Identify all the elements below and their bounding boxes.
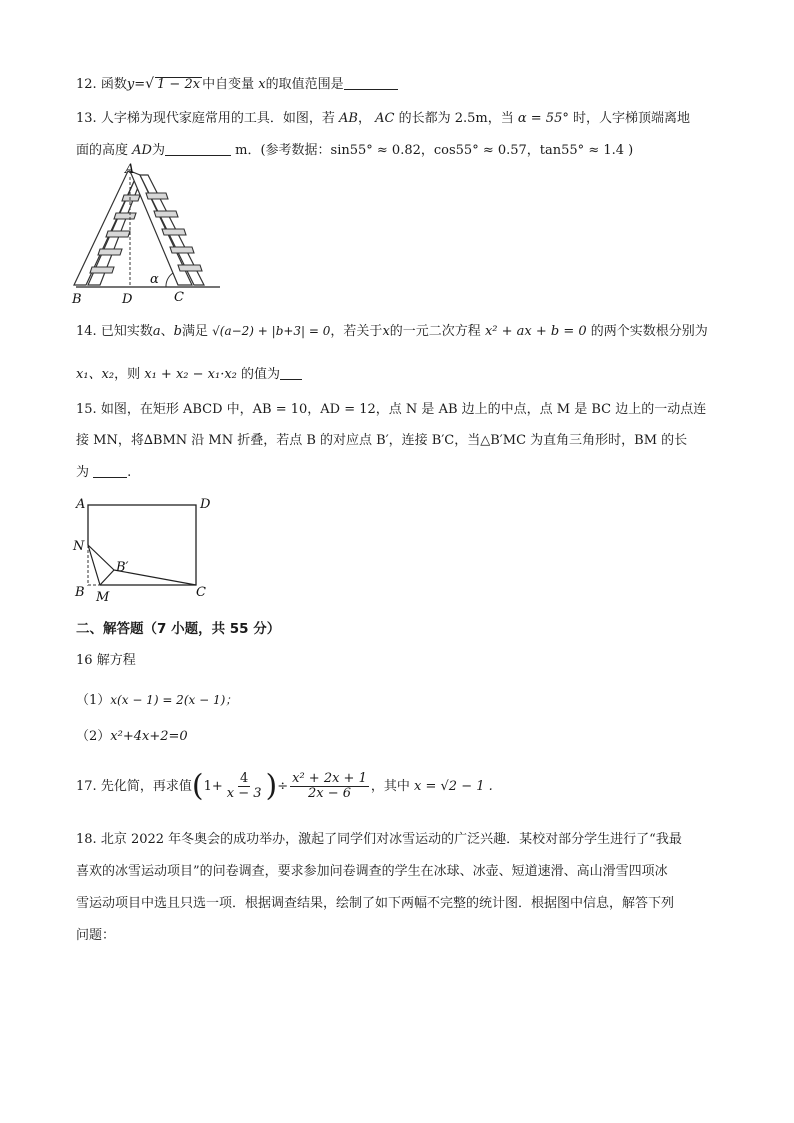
segment-label: AB <box>338 111 358 126</box>
question-text: 接 MN，将∆BMN 沿 MN 折叠，若点 B 的对应点 B′，连接 B′C，当△B′MC 为直角三角形时，BM 的长 <box>76 433 688 448</box>
question-number: 17. <box>76 779 97 794</box>
question-text: 的两个实数根分别为 <box>590 324 708 339</box>
math-expr: x² + ax + b = 0 <box>484 324 587 339</box>
question-text: 的长都为 2.5m，当 <box>398 111 514 126</box>
math-expr: x(x − 1) = 2(x − 1)； <box>110 693 238 707</box>
math-var: x <box>258 77 266 92</box>
question-text: 的值为 <box>241 367 281 382</box>
math-expr: x₁ + x₂ − x₁·x₂ <box>144 367 237 382</box>
question-text: 雪运动项目中选且只选一项．根据调查结果，绘制了如下两幅不完整的统计图．根据图中信息，解答下列 <box>76 896 675 911</box>
question-13-line-1 <box>76 110 690 128</box>
math-op: = <box>134 77 146 92</box>
rectangle-figure <box>70 492 220 604</box>
math-expr: α = 55° <box>517 111 569 126</box>
point-label-C: C <box>196 585 206 600</box>
question-text: . <box>127 465 132 480</box>
question-18-line-3 <box>76 895 674 913</box>
point-label-M: M <box>96 590 110 604</box>
math-expr: √(a−2) + |b+3| = 0 <box>212 324 331 338</box>
point-label-D: D <box>122 292 133 307</box>
angle-label-alpha: α <box>150 272 159 287</box>
question-text: 人字梯为现代家庭常用的工具．如图，若 <box>100 111 335 126</box>
question-18-line-1 <box>76 831 682 849</box>
point-label-B-prime: B′ <box>116 560 129 575</box>
question-number: 18. <box>76 832 97 847</box>
question-16-part-2 <box>76 728 188 746</box>
math-expr: x = √2 − 1 . <box>414 779 493 794</box>
question-number: 13. <box>76 111 97 126</box>
answer-blank <box>165 142 231 156</box>
question-text: 如图，在矩形 ABCD 中，AB = 10，AD = 12，点 N 是 AB 边上的中点，点 M 是 BC 边上的一动点连 <box>100 402 707 417</box>
math-var: y <box>126 77 135 92</box>
math-var: b <box>173 324 182 339</box>
point-label-B: B <box>72 292 82 307</box>
answer-blank <box>344 76 398 90</box>
section-heading: 二、解答题（7 小题，共 55 分） <box>76 621 281 637</box>
question-15-line-2 <box>76 432 687 450</box>
question-text: 先化简，再求值 <box>100 779 192 794</box>
question-14-line-2 <box>76 366 302 384</box>
question-number: 16 <box>76 653 93 668</box>
math-expr: x²+4x+2=0 <box>110 729 188 744</box>
math-var: x <box>382 324 390 339</box>
question-text: 满足 <box>181 324 208 339</box>
question-number: 15. <box>76 402 97 417</box>
question-text: 面的高度 <box>76 143 129 158</box>
ladder-figure <box>70 163 230 311</box>
question-14-line-1 <box>76 322 708 341</box>
question-17: 17. 先化简，再求值(1+ $\frac{4}{x - 3}$ )÷ $\frac{\text{x² + 2x + 1}}{2x - 6}$ ，其中 x = √2 − 1 . <box>76 768 493 804</box>
question-text: 喜欢的冰雪运动项目”的问卷调查，要求参加问卷调查的学生在冰球、冰壶、短道速滑、高山滑雪四项冰 <box>76 864 668 879</box>
question-text: ，其中 <box>370 779 410 794</box>
fraction-numerator: 4 <box>239 771 249 786</box>
question-text: 时，人字梯顶端离地 <box>572 111 690 126</box>
point-label-C: C <box>174 290 184 305</box>
fraction-denominator: x − 3 <box>226 786 262 801</box>
point-label-A: A <box>76 497 86 512</box>
answer-blank <box>280 366 302 380</box>
question-15-line-1 <box>76 401 706 419</box>
point-label-B: B <box>75 585 85 600</box>
point-label-D: D <box>200 497 211 512</box>
question-text: 为 <box>76 465 90 480</box>
question-text: 问题： <box>76 928 116 943</box>
segment-label: AC <box>375 111 395 126</box>
question-16-part-1 <box>76 691 237 710</box>
question-number: 14. <box>76 324 97 339</box>
question-18-line-2 <box>76 863 668 881</box>
question-text: 的取值范围是 <box>265 77 344 92</box>
question-text: ，若关于 <box>330 324 383 339</box>
question-text: 中自变量 <box>202 77 255 92</box>
question-text: 北京 2022 年冬奥会的成功举办，激起了同学们对冰雪运动的广泛兴趣．某校对部分学生进行了“我最 <box>100 832 682 847</box>
question-12: 12. 函数y=√ 1 − 2x 中自变量 x的取值范围是 <box>76 75 398 94</box>
math-op: ÷ <box>277 779 289 794</box>
math-expr: 1+ <box>203 779 223 794</box>
question-text: 为 <box>151 143 165 158</box>
math-expr: x₁、x₂ <box>76 367 115 382</box>
question-16 <box>76 652 136 670</box>
sqrt-radicand: 1 − 2x <box>157 77 201 92</box>
answer-blank <box>93 464 127 478</box>
question-15-line-3 <box>76 464 131 482</box>
point-label-N: N <box>73 539 85 554</box>
question-text: 已知实数 <box>100 324 153 339</box>
question-text: 、 <box>160 324 174 339</box>
question-text: m．(参考数据：sin55° ≈ 0.82，cos55° ≈ 0.57，tan55° ≈ 1.4 ) <box>235 143 634 158</box>
math-var: a <box>152 324 161 339</box>
question-text: ，则 <box>114 367 141 382</box>
fraction-denominator: 2x − 6 <box>307 786 351 801</box>
segment-label: AD <box>132 143 152 158</box>
part-label: （1） <box>76 693 111 708</box>
fraction-2 <box>290 772 369 801</box>
fraction-numerator: x² + 2x + 1 <box>292 771 367 786</box>
question-18-line-4 <box>76 927 115 945</box>
question-number: 12. <box>76 77 97 92</box>
question-text: 解方程 <box>96 653 136 668</box>
question-text: 的一元二次方程 <box>389 324 481 339</box>
question-text: ， <box>357 111 371 126</box>
question-text: 函数 <box>100 77 127 92</box>
fraction-1 <box>225 772 264 801</box>
part-label: （2） <box>76 729 111 744</box>
question-13-line-2 <box>76 142 633 160</box>
point-label-A: A <box>125 163 135 177</box>
